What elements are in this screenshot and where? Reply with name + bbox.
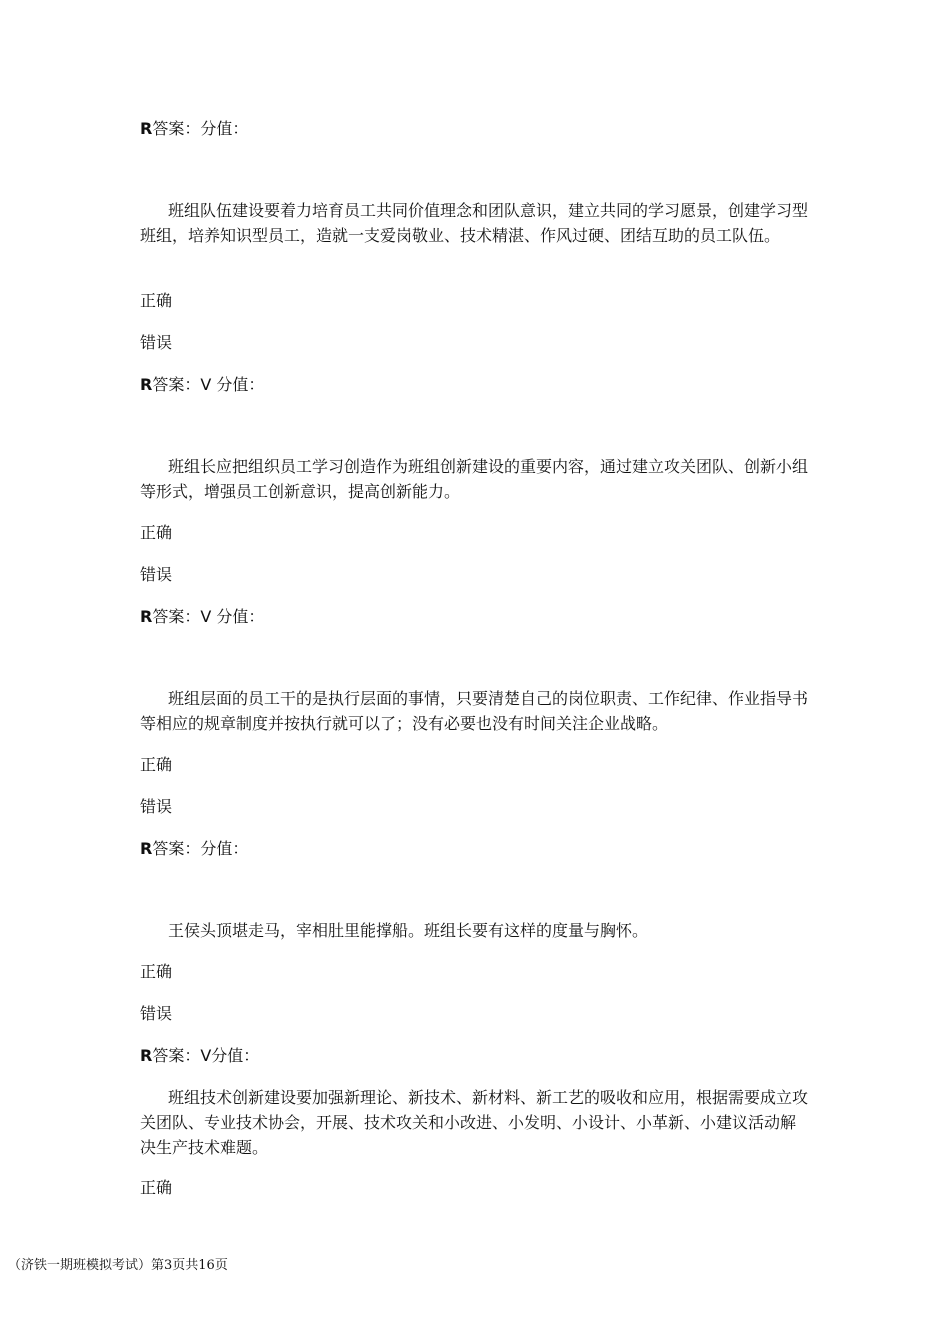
question-text: 班组队伍建设要着力培育员工共同价值理念和团队意识，建立共同的学习愿景，创建学习型班组，培养知识型员工，造就一支爱岗敬业、技术精湛、作风过硬、团结互助的员工队伍。 [140,201,809,245]
answer-line [140,605,264,629]
option-correct[interactable]: 正确 [140,755,173,774]
answer-line [140,373,264,397]
option-wrong[interactable]: 错误 [140,1004,173,1023]
question-text: 班组长应把组织员工学习创造作为班组创新建设的重要内容，通过建立攻关团队、创新小组等形式，增强员工创新意识，提高创新能力。 [140,457,809,501]
answer-marker: R [140,607,153,626]
answer-text: 答案：分值： [152,119,249,138]
answer-text: 答案：V 分值： [152,375,265,394]
answer-line [140,837,248,861]
answer-marker: R [140,375,153,394]
option-correct[interactable]: 正确 [140,523,173,542]
question-text: 班组技术创新建设要加强新理论、新技术、新材料、新工艺的吸收和应用，根据需要成立攻关团队、专业技术协会，开展、技术攻关和小改进、小发明、小设计、小革新、小建议活动解决生产技术难题。 [140,1088,809,1157]
answer-marker: R [140,839,153,858]
option-wrong[interactable]: 错误 [140,797,173,816]
answer-text: 答案：V分值： [152,1046,260,1065]
option-wrong[interactable]: 错误 [140,565,173,584]
answer-marker: R [140,1046,153,1065]
option-correct[interactable]: 正确 [140,1178,173,1197]
option-correct[interactable]: 正确 [140,291,173,310]
option-wrong[interactable]: 错误 [140,333,173,352]
question-text: 班组层面的员工干的是执行层面的事情，只要清楚自己的岗位职责、工作纪律、作业指导书等相应的规章制度并按执行就可以了；没有必要也没有时间关注企业战略。 [140,689,809,733]
answer-text: 答案：分值： [152,839,249,858]
option-correct[interactable]: 正确 [140,962,173,981]
answer-marker: R [140,119,153,138]
answer-line [140,117,248,141]
answer-line [140,1044,259,1068]
question-text: 王侯头顶堪走马，宰相肚里能撑船。班组长要有这样的度量与胸怀。 [168,921,649,940]
page-footer: （济铁一期班模拟考试）第3页共16页 [8,1258,228,1273]
answer-text: 答案：V 分值： [152,607,265,626]
